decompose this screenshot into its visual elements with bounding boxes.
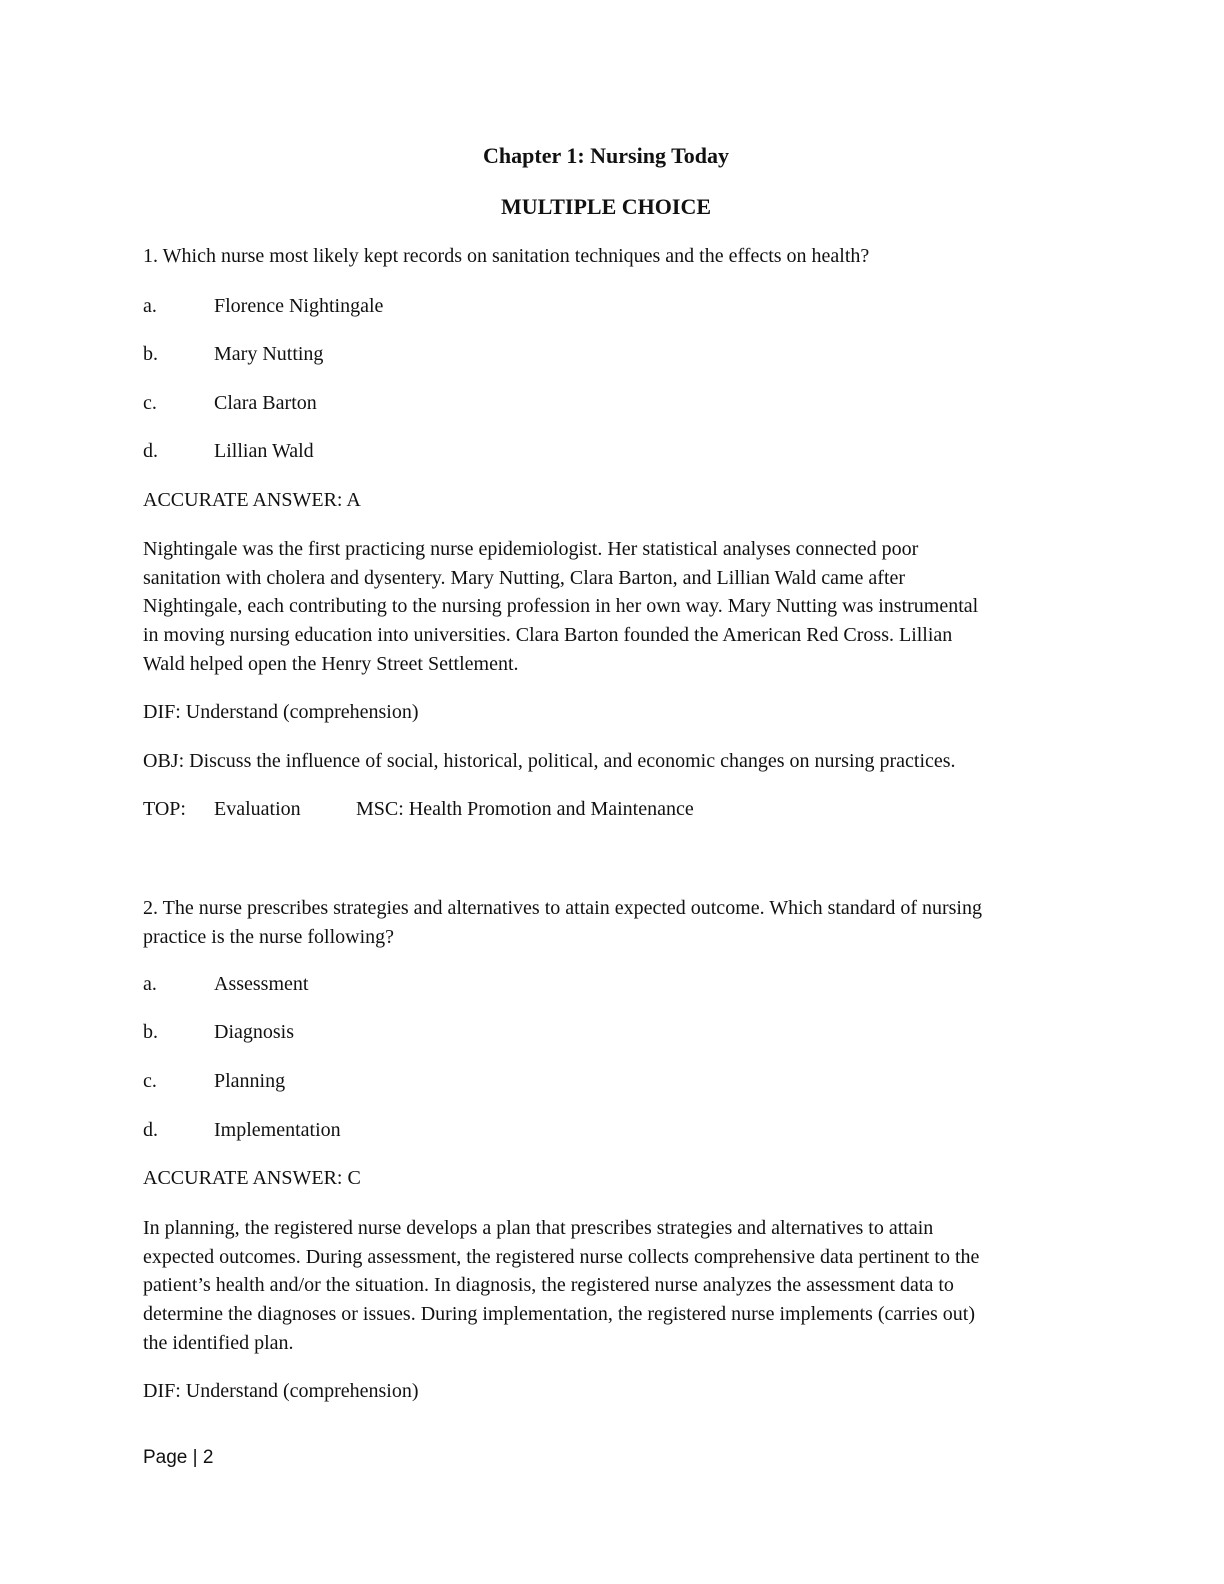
section-title: MULTIPLE CHOICE xyxy=(500,194,712,219)
q1-option-d-letter: d. xyxy=(143,440,158,462)
q2-option-d-text: Implementation xyxy=(214,1119,341,1141)
q1-rationale-line: Nightingale, each contributing to the nursing profession in her own way. Mary Nutting was instrumental xyxy=(143,595,979,618)
q2-stem-line: practice is the nurse following? xyxy=(143,925,395,948)
q1-option-a-letter: a. xyxy=(143,295,157,317)
q2-rationale-line: In planning, the registered nurse develops a plan that prescribes strategies and alternatives to attain xyxy=(143,1217,934,1239)
q1-rationale xyxy=(143,535,1073,679)
q2-option-c-letter: c. xyxy=(143,1070,157,1092)
q1-difficulty: DIF: Understand (comprehension) xyxy=(143,701,419,723)
q1-rationale-line: sanitation with cholera and dysentery. Mary Nutting, Clara Barton, and Lillian Wald came after xyxy=(143,566,906,589)
q1-top-label: TOP: xyxy=(143,798,186,820)
q2-option-c-text: Planning xyxy=(214,1070,286,1092)
q2-option-d-letter: d. xyxy=(143,1119,158,1141)
q1-option-c-letter: c. xyxy=(143,392,157,414)
q2-difficulty: DIF: Understand (comprehension) xyxy=(143,1380,419,1402)
q1-objective: OBJ: Discuss the influence of social, historical, political, and economic changes on nursing practices. xyxy=(143,750,956,772)
q2-answer: ACCURATE ANSWER: C xyxy=(143,1167,361,1189)
q2-rationale-line: patient’s health and/or the situation. In diagnosis, the registered nurse analyzes the assessment data to xyxy=(143,1274,954,1297)
q1-option-a-text: Florence Nightingale xyxy=(214,295,384,317)
q1-top-value: Evaluation xyxy=(214,798,301,820)
chapter-title: Chapter 1: Nursing Today xyxy=(483,143,729,168)
q2-rationale xyxy=(143,1214,1073,1358)
q1-rationale-line: in moving nursing education into universities. Clara Barton founded the American Red Cross. Lillian xyxy=(143,624,953,647)
page-number-footer: Page | 2 xyxy=(143,1447,214,1468)
q2-option-a-text: Assessment xyxy=(214,973,309,995)
q1-option-b-letter: b. xyxy=(143,343,158,365)
q1-rationale-line: Nightingale was the first practicing nurse epidemiologist. Her statistical analyses connected poor xyxy=(143,538,919,560)
q2-rationale-line: expected outcomes. During assessment, the registered nurse collects comprehensive data pertinent to the xyxy=(143,1245,980,1268)
q2-rationale-line: determine the diagnoses or issues. During implementation, the registered nurse implements (carries out) xyxy=(143,1303,975,1326)
q1-rationale-line: Wald helped open the Henry Street Settlement. xyxy=(143,652,519,675)
q1-answer: ACCURATE ANSWER: A xyxy=(143,489,361,511)
question-1-stem: 1. Which nurse most likely kept records on sanitation techniques and the effects on health? xyxy=(143,245,870,267)
q2-option-a-letter: a. xyxy=(143,973,157,995)
q1-option-d-text: Lillian Wald xyxy=(214,440,314,462)
q1-msc: MSC: Health Promotion and Maintenance xyxy=(356,798,694,820)
q2-option-b-letter: b. xyxy=(143,1021,158,1043)
q2-rationale-line: the identified plan. xyxy=(143,1331,294,1354)
q1-option-c-text: Clara Barton xyxy=(214,392,317,414)
question-2-stem xyxy=(143,894,1073,951)
q2-stem-line: 2. The nurse prescribes strategies and alternatives to attain expected outcome. Which standard of nursing xyxy=(143,897,982,919)
q2-option-b-text: Diagnosis xyxy=(214,1021,294,1043)
q1-option-b-text: Mary Nutting xyxy=(214,343,324,365)
